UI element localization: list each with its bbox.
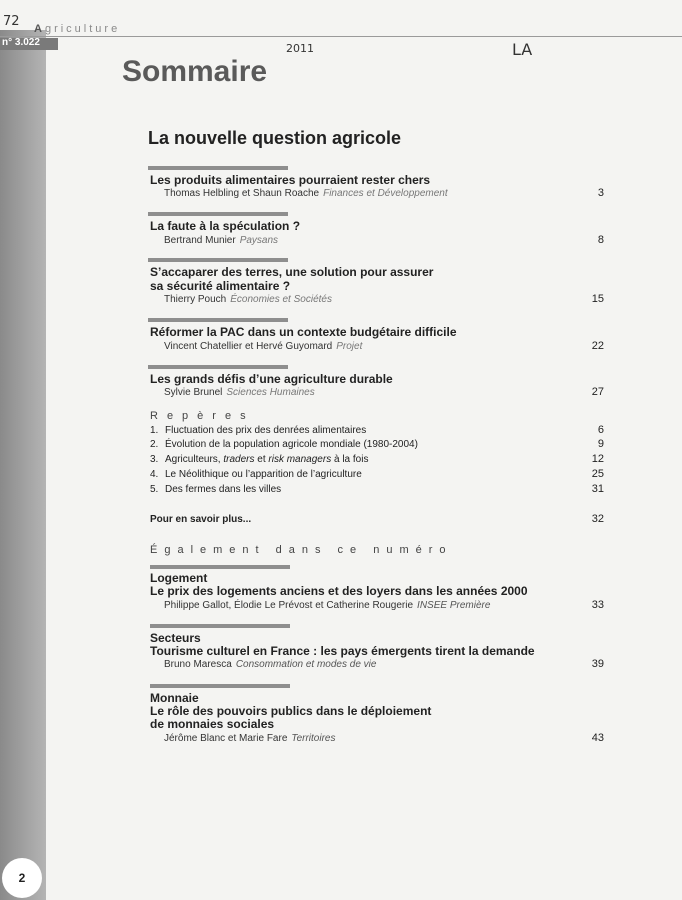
repere-text-post: à la fois xyxy=(331,454,369,465)
article-divider xyxy=(150,684,290,688)
article-title: Les produits alimentaires pourraient rester chers xyxy=(150,173,431,187)
article-page: 3 xyxy=(597,187,604,199)
article-divider xyxy=(148,365,288,369)
article-authors: Philippe Gallot, Élodie Le Prévost et Catherine Rougerie xyxy=(164,600,414,611)
article-divider xyxy=(148,166,288,170)
reperes-heading: Repères xyxy=(150,410,255,422)
article-meta xyxy=(164,188,448,199)
article-page: 27 xyxy=(591,386,604,398)
article-title-line2: de monnaies sociales xyxy=(150,717,275,731)
article-source: Territoires xyxy=(291,733,336,744)
article-source: Consommation et modes de vie xyxy=(235,659,377,670)
repere-page: 25 xyxy=(591,468,604,480)
article-source: Projet xyxy=(336,341,363,352)
repere-text-italic-2: risk managers xyxy=(268,454,332,465)
article-meta xyxy=(164,659,376,670)
article-page: 39 xyxy=(591,658,604,670)
article-meta xyxy=(164,733,335,744)
article-meta xyxy=(164,600,490,611)
article-authors: Thomas Helbling et Shaun Roache xyxy=(164,188,320,199)
article-title: La faute à la spéculation ? xyxy=(150,219,301,233)
article-authors: Jérôme Blanc et Marie Fare xyxy=(164,733,288,744)
article-title-line1: Le rôle des pouvoirs publics dans le déploiement xyxy=(150,704,432,718)
article-title: Le prix des logements anciens et des loyers dans les années 2000 xyxy=(150,584,528,598)
repere-number: 2. xyxy=(150,439,159,450)
handwritten-initials: LA xyxy=(512,40,533,59)
repere-page: 12 xyxy=(591,453,604,465)
handwritten-year: 2011 xyxy=(286,42,314,55)
rubric: Secteurs xyxy=(150,631,201,645)
issue-number: n° 3.022 xyxy=(2,37,40,48)
article-title: Les grands défis d’une agriculture durable xyxy=(150,372,393,386)
repere-number: 5. xyxy=(150,484,159,495)
article-source: Sciences Humaines xyxy=(226,387,315,398)
article-authors: Thierry Pouch xyxy=(164,294,227,305)
page-number: 2 xyxy=(2,858,42,898)
pour-en-savoir-plus: Pour en savoir plus... xyxy=(150,514,252,525)
repere-page: 9 xyxy=(597,438,604,450)
repere-item xyxy=(150,425,366,436)
left-gray-band xyxy=(0,30,46,900)
pour-en-savoir-page: 32 xyxy=(591,513,604,525)
repere-number: 1. xyxy=(150,425,159,436)
repere-number: 3. xyxy=(150,454,159,465)
article-page: 43 xyxy=(591,732,604,744)
repere-page: 6 xyxy=(597,424,604,436)
article-title-line1: S’accaparer des terres, une solution pour assurer xyxy=(150,265,434,279)
article-divider xyxy=(148,318,288,322)
article-authors: Sylvie Brunel xyxy=(164,387,223,398)
article-source: Économies et Sociétés xyxy=(230,294,332,305)
article-page: 22 xyxy=(591,340,604,352)
repere-text-mid: et xyxy=(254,454,269,465)
section-label xyxy=(34,23,120,35)
article-page: 8 xyxy=(597,234,604,246)
article-meta xyxy=(164,387,315,398)
rubric: Logement xyxy=(150,571,208,585)
repere-text: Fluctuation des prix des denrées alimentaires xyxy=(165,425,367,436)
page-title: Sommaire xyxy=(122,55,268,88)
repere-text: Des fermes dans les villes xyxy=(165,484,282,495)
article-authors: Vincent Chatellier et Hervé Guyomard xyxy=(164,341,333,352)
article-page: 15 xyxy=(591,293,604,305)
repere-text: Évolution de la population agricole mondiale (1980-2004) xyxy=(165,439,418,450)
repere-item xyxy=(150,469,362,480)
repere-item xyxy=(150,454,368,465)
rubric: Monnaie xyxy=(150,691,199,705)
article-source: Finances et Développement xyxy=(323,188,448,199)
handwritten-page-number: 72 xyxy=(3,14,20,29)
egalement-heading: Également dans ce numéro xyxy=(150,544,453,556)
dossier-title: La nouvelle question agricole xyxy=(148,128,402,148)
article-divider xyxy=(150,624,290,628)
article-meta xyxy=(164,294,332,305)
repere-text-pre: Agriculteurs, xyxy=(165,454,224,465)
article-authors: Bertrand Munier xyxy=(164,235,236,246)
header-rule xyxy=(0,36,682,37)
article-divider xyxy=(148,212,288,216)
repere-item xyxy=(150,484,281,495)
article-meta xyxy=(164,341,362,352)
article-divider xyxy=(150,565,290,569)
article-title-line2: sa sécurité alimentaire ? xyxy=(150,279,291,293)
repere-page: 31 xyxy=(591,483,604,495)
section-name: griculture xyxy=(44,23,121,35)
repere-text: Le Néolithique ou l’apparition de l’agriculture xyxy=(165,469,362,480)
article-title: Tourisme culturel en France : les pays émergents tirent la demande xyxy=(150,644,535,658)
article-source: Paysans xyxy=(239,235,279,246)
section-letter: A xyxy=(34,23,45,35)
article-divider xyxy=(148,258,288,262)
article-source: INSEE Première xyxy=(417,600,491,611)
article-authors: Bruno Maresca xyxy=(164,659,232,670)
repere-item xyxy=(150,439,418,450)
repere-text-italic-1: traders xyxy=(223,454,255,465)
article-meta xyxy=(164,235,278,246)
article-page: 33 xyxy=(591,599,604,611)
article-title: Réformer la PAC dans un contexte budgétaire difficile xyxy=(150,325,457,339)
repere-number: 4. xyxy=(150,469,159,480)
